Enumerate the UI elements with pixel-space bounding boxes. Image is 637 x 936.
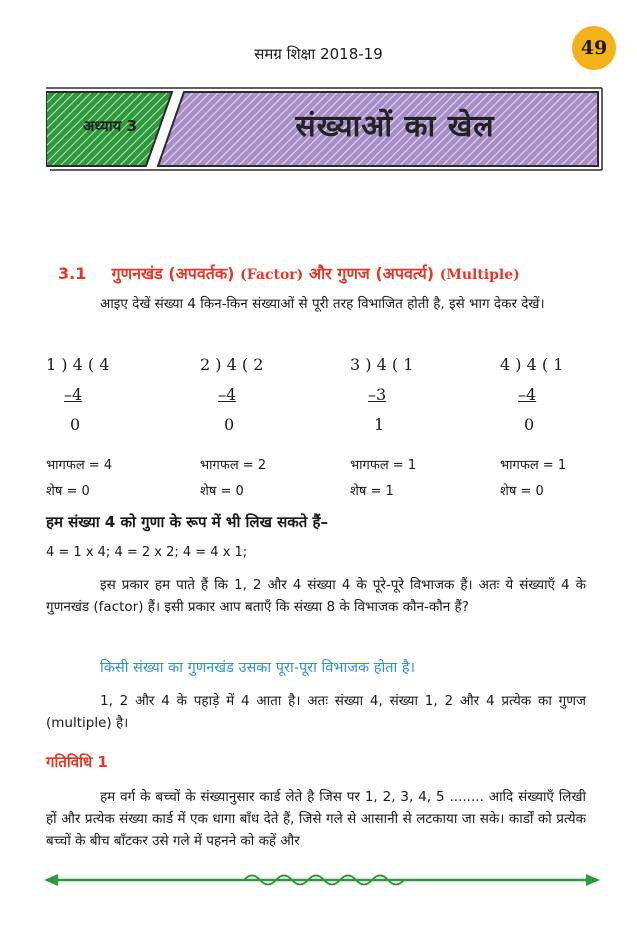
definition-highlight: किसी संख्या का गुणनखंड उसका पूरा-पूरा विभाजक होता है। <box>100 660 416 676</box>
section-heading <box>58 262 520 284</box>
activity-heading: गतिविधि 1 <box>46 753 108 771</box>
equations-line: 4 = 1 x 4; 4 = 2 x 2; 4 = 4 x 1; <box>46 545 248 560</box>
quotient-2: भागफल = 2 <box>200 458 267 473</box>
division-remainder: 0 <box>70 415 81 434</box>
chapter-label: अध्याय 3 <box>82 117 138 135</box>
paragraph-multiples: 1, 2 और 4 के पहाड़े में 4 आता है। अतः संख्या 4, संख्या 1, 2 और 4 प्रत्येक का गुणज (multiple) है। <box>46 693 586 731</box>
chapter-title: संख्याओं का खेल <box>295 109 495 144</box>
page-number: 49 <box>572 26 616 70</box>
paragraph-activity: हम वर्ग के बच्चों के संख्यानुसार कार्ड लेते है जिस पर 1, 2, 3, 4, 5 ........ आदि संख्याएँ लिखी हों और प्रत्येक संख्या कार्ड में एक धागा बाँध देते हैं, जिसे गले से आसानी से लटकाया जा सके। कार्डों को प्रत्येक बच्चों के बीच बाँटकर उसे गले में पहनने को कहें और <box>46 789 586 849</box>
section-title-latin1: (Factor) <box>240 267 304 283</box>
quotient-1: भागफल = 4 <box>46 458 113 473</box>
quotient-3: भागफल = 1 <box>350 458 417 473</box>
decorative-divider <box>44 868 600 892</box>
remainder-1: शेष = 0 <box>46 484 90 499</box>
section-title-latin2: (Multiple) <box>439 267 520 283</box>
section-title-part1: गुणनखंड (अपवर्तक) <box>111 264 235 283</box>
division-line: 3 ) 4 ( 1 <box>350 355 414 374</box>
division-subtrahend: –4 <box>518 385 537 404</box>
division-subtrahend: –3 <box>368 385 387 404</box>
division-line: 4 ) 4 ( 1 <box>500 355 564 374</box>
remainder-4: शेष = 0 <box>500 484 544 499</box>
intro-paragraph: आइए देखें संख्या 4 किन-किन संख्याओं से पूरी तरह विभाजित होती है, इसे भाग देकर देखें। <box>100 296 545 312</box>
paragraph-factors: इस प्रकार हम पाते हैं कि 1, 2 और 4 संख्या 4 के पूरे-पूरे विभाजक हैं। अतः ये संख्याएँ 4 के गुणनखंड (factor) हैं। इसी प्रकार आप बताएँ कि संख्या 8 के विभाजक कौन-कौन हैं? <box>46 577 586 615</box>
division-remainder: 0 <box>224 415 235 434</box>
section-title-part2: और गुणज (अपवर्त्य) <box>308 264 435 283</box>
division-line: 2 ) 4 ( 2 <box>200 355 264 374</box>
division-remainder: 0 <box>524 415 535 434</box>
remainder-2: शेष = 0 <box>200 484 244 499</box>
running-head: समग्र शिक्षा 2018-19 <box>254 45 383 63</box>
remainder-3: शेष = 1 <box>350 484 394 499</box>
section-number: 3.1 <box>58 264 87 283</box>
division-subtrahend: –4 <box>218 385 237 404</box>
quotient-4: भागफल = 1 <box>500 458 567 473</box>
division-line: 1 ) 4 ( 4 <box>46 355 110 374</box>
division-remainder: 1 <box>374 415 385 434</box>
division-subtrahend: –4 <box>64 385 83 404</box>
multiplication-heading: हम संख्या 4 को गुणा के रूप में भी लिख सकते हैं– <box>46 513 328 531</box>
